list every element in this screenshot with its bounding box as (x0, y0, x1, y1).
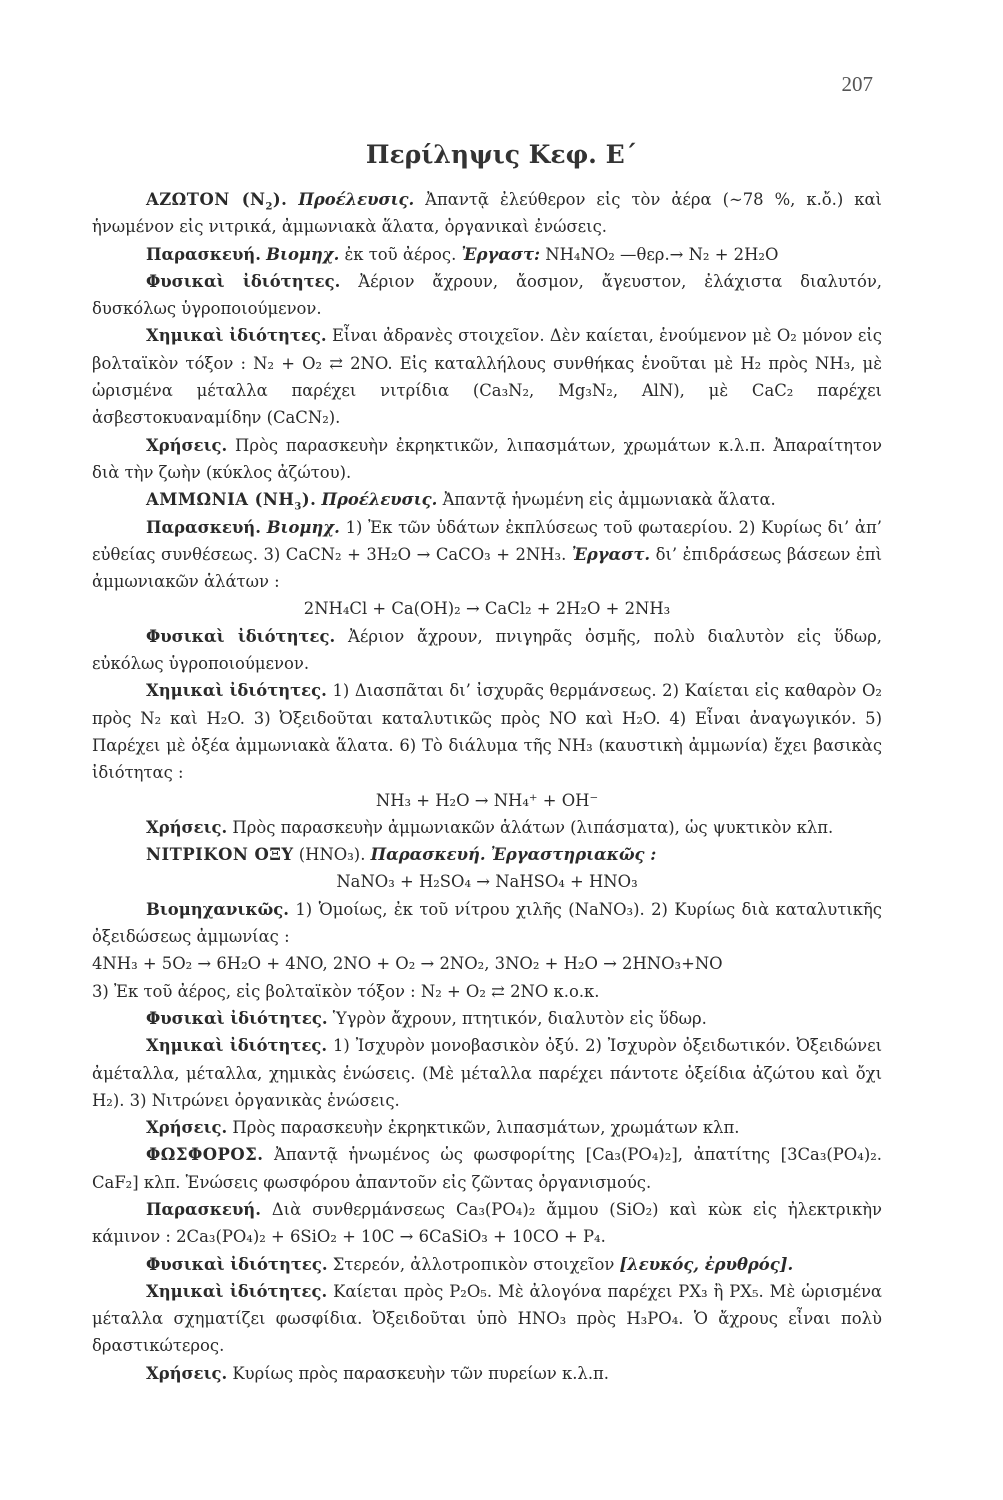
phosphorus-chemical: Χημικαὶ ἰδιότητες. Καίεται πρὸς P₂O₅. Μὲ ἀλογόνα παρέχει PX₃ ἢ PX₅. Μὲ ὡρισμένα μέταλλα σχηματίζει φωσφίδια. Ὀξειδοῦται ὑπὸ HNO₃ πρὸς H₃PO₄. Ὁ ἄχρους εἶναι πολὺ δραστικώτερος. (92, 1281, 882, 1356)
nitrogen-chemical: Χημικαὶ ἰδιότητες. Εἶναι ἀδρανὲς στοιχεῖον. Δὲν καίεται, ἑνούμενον μὲ O₂ μόνον εἰς βολταϊκὸν τόξον : N₂ + O₂ ⇄ 2NO. Εἰς καταλλήλους συνθήκας ἑνοῦται μὲ H₂ πρὸς NH₃, μὲ ὡρισμένα μέταλλα παρέχει νιτρίδια (Ca₃N₂, Mg₃N₂, AlN), μὲ CaC₂ παρέχει ἀσβεστοκυαναμίδην (CaCN₂). (92, 326, 882, 428)
nitric-acid-heading: ΝΙΤΡΙΚΟΝ ΟΞΥ (146, 845, 294, 865)
nitric-acid-industrial: Βιομηχανικῶς. 1) Ὁμοίως, ἐκ τοῦ νίτρου χιλῆς (NaNO₃). 2) Κυρίως διὰ καταλυτικῆς ὀξειδώσεως ἀμμωνίας : (92, 899, 882, 947)
nitrogen-physical: Φυσικαὶ ἰδιότητες. Ἀέριον ἄχρουν, ἄοσμον, ἄγευστον, ἐλάχιστα διαλυτόν, δυσκόλως ὑγροποιούμενον. (92, 271, 883, 319)
ammonia-equation-1: 2NH₄Cl + Ca(OH)₂ → CaCl₂ + 2H₂O + 2NH₃ (303, 599, 671, 619)
ammonia-uses: Χρήσεις. Πρὸς παρασκευὴν ἀμμωνιακῶν ἁλάτων (λιπάσματα), ὡς ψυκτικὸν κλπ. (146, 817, 834, 837)
ammonia-equation-2: NH₃ + H₂O → NH₄⁺ + OH⁻ (375, 790, 599, 810)
phosphorus-physical: Φυσικαὶ ἰδιότητες. Στερεόν, ἀλλοτροπικὸν στοιχεῖον [λευκός, ἐρυθρός]. (146, 1254, 794, 1274)
nitric-acid-chemical: Χημικαὶ ἰδιότητες. 1) Ἰσχυρὸν μονοβασικὸν ὀξύ. 2) Ἰσχυρὸν ὀξειδωτικόν. Ὀξειδώνει ἀμέταλλα, μέταλλα, χημικὰς ἑνώσεις. (Μὲ μέταλλα παρέχει πάντοτε ὀξείδια ἀζώτου καὶ ὄχι H₂). 3) Νιτρώνει ὀργανικὰς ἑνώσεις. (92, 1036, 882, 1110)
phosphorus-preparation: Παρασκευή. Διὰ συνθερμάνσεως Ca₃(PO₄)₂ ἄμμου (SiO₂) καὶ κὼκ εἰς ἠλεκτρικὴν κάμινον : 2Ca₃(PO₄)₂ + 6SiO₂ + 10C → 6CaSiO₃ + 10CO + P₄. (92, 1199, 882, 1247)
ammonia-origin: ΑΜΜΩΝΙΑ $(NH_3)$. Προέλευσις. Ἀπαντᾷ ἡνωμένη εἰς ἀμμωνιακὰ ἅλατα. (146, 490, 776, 513)
nitric-acid-uses: Χρήσεις. Πρὸς παρασκευὴν ἐκρηκτικῶν, λιπασμάτων, χρωμάτων κλπ. (146, 1118, 740, 1138)
nitrogen-uses: Χρήσεις. Πρὸς παρασκευὴν ἐκρηκτικῶν, λιπασμάτων, χρωμάτων κ.λ.π. Ἀπαραίτητον διὰ τὴν ζωὴν (κύκλος ἀζώτου). (92, 435, 882, 482)
nitric-acid-industrial-3: 3) Ἐκ τοῦ ἀέρος, εἰς βολταϊκὸν τόξον : N₂ + O₂ ⇄ 2NO κ.ο.κ. (92, 981, 600, 1001)
nitrogen-heading: ΑΖΩΤΟΝ $(N_2)$. (146, 190, 288, 213)
ammonia-preparation: Παρασκευή. Βιομηχ. 1) Ἐκ τῶν ὑδάτων ἐκπλύσεως τοῦ φωταερίου. 2) Κυρίως δι’ ἀπ’ εὐθείας συνθέσεως. 3) CaCN₂ + 3H₂O → CaCO₃ + 2NH₃. Ἐργαστ. δι’ ἐπιδράσεως βάσεων ἐπὶ ἀμμωνιακῶν ἁλάτων : (92, 517, 882, 592)
nitric-acid-preparation: ΝΙΤΡΙΚΟΝ ΟΞΥ (HNO₃). Παρασκευή. Ἐργαστηριακῶς : (146, 845, 657, 865)
ammonia-chemical: Χημικαὶ ἰδιότητες. 1) Διασπᾶται δι’ ἰσχυρᾶς θερμάνσεως. 2) Καίεται εἰς καθαρὸν O₂ πρὸς N₂ καὶ H₂O. 3) Ὀξειδοῦται καταλυτικῶς πρὸς NO καὶ H₂O. 4) Εἶναι ἀναγωγικόν. 5) Παρέχει μὲ ὀξέα ἀμμωνιακὰ ἅλατα. 6) Τὸ διάλυμα τῆς NH₃ (καυστικὴ ἀμμωνία) ἔχει βασικὰς ἰδιότητας : (92, 681, 882, 783)
phosphorus-origin: ΦΩΣΦΟΡΟΣ. Ἀπαντᾷ ἡνωμένος ὡς φωσφορίτης [Ca₃(PO₄)₂], ἀπατίτης [3Ca₃(PO₄)₂. CaF₂] κλπ. Ἑνώσεις φωσφόρου ἀπαντοῦν εἰς ζῶντας ὀργανισμούς. (92, 1145, 882, 1192)
page-title: Περίληψις Κεφ. Ε΄ (365, 140, 638, 169)
ammonia-heading: ΑΜΜΩΝΙΑ $(NH_3)$. (146, 490, 317, 513)
nitric-acid-physical: Φυσικαὶ ἰδιότητες. Ὑγρὸν ἄχρουν, πτητικόν, διαλυτὸν εἰς ὕδωρ. (146, 1008, 707, 1028)
ammonia-physical: Φυσικαὶ ἰδιότητες. Ἀέριον ἄχρουν, πνιγηρᾶς ὀσμῆς, πολὺ διαλυτὸν εἰς ὕδωρ, εὐκόλως ὑγροποιούμενον. (92, 626, 882, 674)
phosphorus-uses: Χρήσεις. Κυρίως πρὸς παρασκευὴν τῶν πυρείων κ.λ.π. (146, 1363, 610, 1383)
nitrogen-origin: ΑΖΩΤΟΝ $(N_2)$. Προέλευσις. Ἀπαντᾷ ἐλεύθερον εἰς τὸν ἀέρα (∼78 %, κ.ὄ.) καὶ ἡνωμένον εἰς νιτρικά, ἀμμωνιακὰ ἅλατα, ὀργανικαὶ ἐνώσεις. (92, 190, 882, 237)
nitric-acid-equation-2: 4NH₃ + 5O₂ → 6H₂O + 4NO, 2NO + O₂ → 2NO₂, 3NO₂ + H₂O → 2HNO₃+NO (92, 954, 723, 974)
phosphorus-heading: ΦΩΣΦΟΡΟΣ. (146, 1145, 264, 1165)
nitrogen-preparation: Παρασκευή. Βιομηχ. ἐκ τοῦ ἀέρος. Ἐργαστ: NH₄NO₂ —θερ.→ N₂ + 2H₂O (146, 244, 779, 264)
page-number: 207 (841, 72, 873, 96)
nitric-acid-equation-1: NaNO₃ + H₂SO₄ → NaHSO₄ + HNO₃ (336, 872, 638, 892)
summary-body (92, 186, 882, 1387)
